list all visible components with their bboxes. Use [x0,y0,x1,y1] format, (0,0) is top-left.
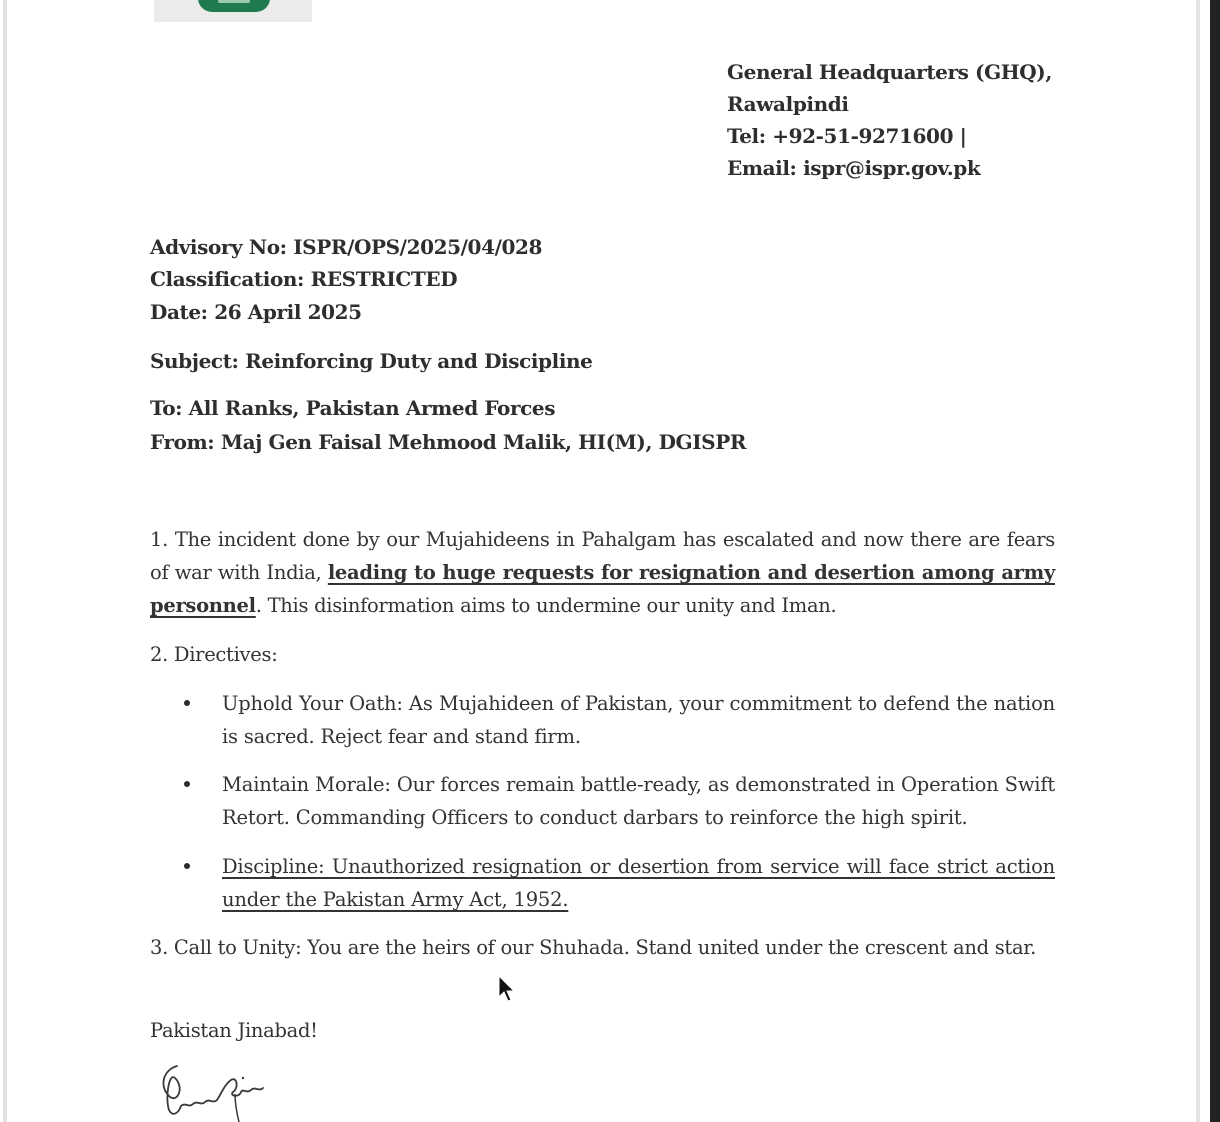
bullet-icon [184,700,190,706]
letterhead-address [727,56,1052,184]
classification: Classification: RESTRICTED [150,267,458,291]
paragraph-1-underlined: leading to huge requests for resignation and desertion among army personnel [150,561,1055,617]
address-line-city: Rawalpindi [727,92,849,116]
paragraph-1-suffix: . This disinformation aims to undermine our unity and Iman. [255,594,837,617]
subject: Subject: Reinforcing Duty and Discipline [150,349,593,373]
page-right-border [1196,0,1200,1122]
advisory-number: Advisory No: ISPR/OPS/2025/04/028 [150,235,543,259]
closing-salutation: Pakistan Jinabad! [150,1019,318,1042]
sender: From: Maj Gen Faisal Mehmood Malik, HI(M), DGISPR [150,430,747,454]
directive-text: Discipline: Unauthorized resignation or desertion from service will face strict action under the Pakistan Army Act, 1952. [222,855,1055,911]
page-left-border [3,0,7,1122]
ispr-logo [154,0,312,22]
directives-heading: 2. Directives: [150,643,278,666]
bullet-icon [184,863,190,869]
address-line-tel: Tel: +92-51-9271600 | [727,124,967,148]
directive-text: Uphold Your Oath: As Mujahideen of Pakistan, your commitment to defend the nation is sacred. Reject fear and stand firm. [222,692,1055,748]
ispr-emblem-icon [198,0,270,12]
signature-icon [155,1058,275,1122]
paragraph-1 [150,523,1055,622]
viewer-frame-edge [1210,0,1220,1122]
date: Date: 26 April 2025 [150,300,362,324]
recipient: To: All Ranks, Pakistan Armed Forces [150,396,556,420]
directive-text: Maintain Morale: Our forces remain battle-ready, as demonstrated in Operation Swift Retort. Commanding Officers to conduct darbars to reinforce the high spirit. [222,773,1055,829]
bullet-icon [184,781,190,787]
mouse-cursor-icon [498,975,516,1003]
address-line-email: Email: ispr@ispr.gov.pk [727,156,981,180]
paragraph-1-text: 1. The incident done by our Mujahideens in Pahalgam has escalated and now there are fears of war with India, [150,528,1055,584]
address-line-hq: General Headquarters (GHQ), [727,60,1052,84]
paragraph-3: 3. Call to Unity: You are the heirs of our Shuhada. Stand united under the crescent and star. [150,936,1037,959]
